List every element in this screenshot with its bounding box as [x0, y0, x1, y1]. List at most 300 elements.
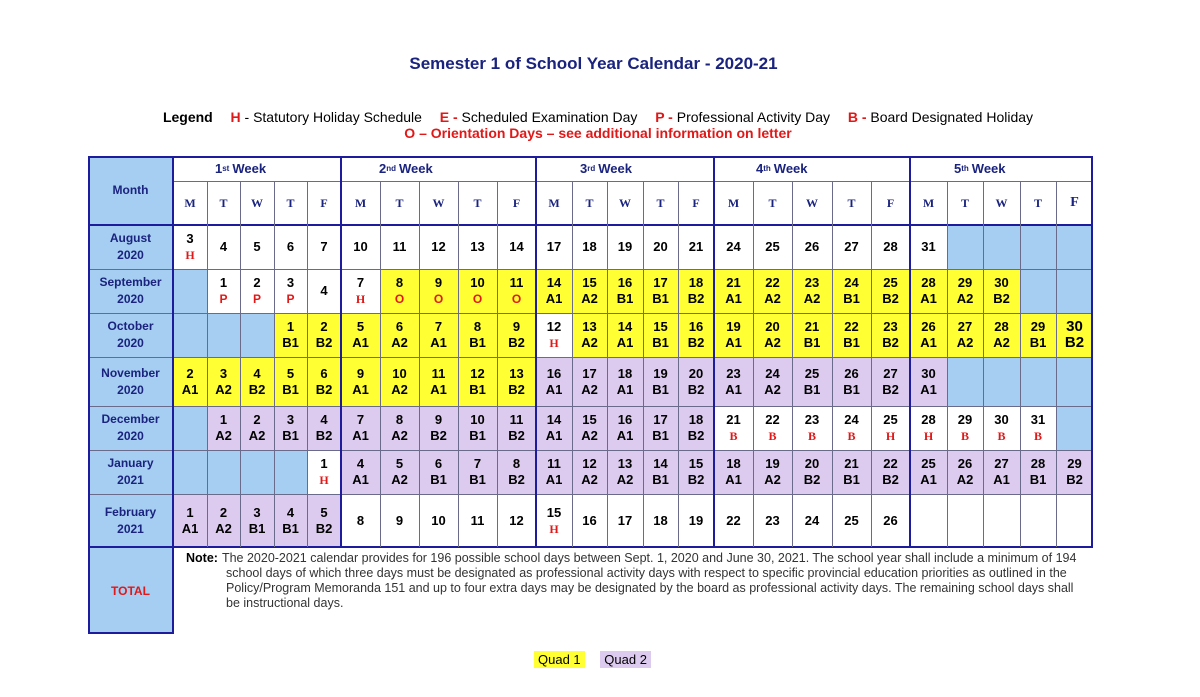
day-cell [307, 406, 341, 450]
day-code: B2 [882, 291, 899, 306]
week-header-4 [714, 156, 910, 181]
day-number: 17 [653, 275, 668, 290]
day-number: 27 [883, 365, 898, 381]
grid-line [207, 181, 208, 547]
day-code: P [286, 292, 295, 306]
day-cell [173, 225, 207, 269]
day-cell [947, 450, 983, 494]
day-cell [380, 406, 419, 450]
day-cell [419, 269, 458, 313]
day-code: B2 [315, 428, 333, 443]
legend-orientation: O – Orientation Days – see additional information on letter [404, 125, 792, 141]
day-cell [871, 494, 910, 547]
day-code: A1 [545, 291, 563, 306]
day-number: 7 [434, 319, 443, 334]
day-number: 21 [688, 239, 704, 254]
day-code: A2 [581, 381, 598, 397]
day-number: 25 [883, 275, 898, 290]
day-number: 1 [320, 456, 328, 471]
day-code: A1 [920, 291, 937, 306]
day-code: B2 [687, 291, 705, 306]
day-cell [871, 313, 910, 357]
day-cell [947, 494, 983, 547]
day-number: 3 [286, 275, 295, 290]
day-cell [910, 494, 947, 547]
day-number: 16 [688, 319, 704, 334]
day-cell [173, 450, 207, 494]
day-number: 11 [431, 365, 446, 381]
day-header: T [473, 195, 482, 210]
day-cell [173, 269, 207, 313]
day-cell [947, 406, 983, 450]
day-code: A1 [725, 381, 742, 397]
day-number: 1 [219, 275, 228, 290]
day-code: B1 [616, 291, 634, 306]
day-number: 11 [392, 239, 407, 254]
day-number: 1 [219, 412, 228, 427]
day-code: B1 [1029, 472, 1047, 487]
day-cell [714, 450, 753, 494]
calendar-table [88, 156, 1093, 634]
day-number: 15 [582, 412, 597, 427]
day-cell [536, 269, 572, 313]
day-number: 14 [546, 412, 562, 427]
day-code: B [729, 429, 738, 443]
day-number: 6 [434, 456, 443, 471]
day-code: O [511, 292, 522, 306]
day-number: 9 [395, 512, 404, 528]
day-number: 8 [395, 412, 404, 427]
day-code: B2 [508, 472, 525, 487]
day-number: 25 [804, 365, 820, 381]
day-number: 18 [582, 239, 597, 254]
day-cell [173, 406, 207, 450]
day-cell [380, 357, 419, 406]
grid-line [88, 406, 1093, 407]
day-cell [572, 450, 607, 494]
day-number: 26 [921, 319, 936, 334]
day-code: B1 [282, 428, 299, 443]
day-cell [832, 450, 871, 494]
day-cell [1020, 494, 1056, 547]
day-cell [536, 406, 572, 450]
day-cell [832, 406, 871, 450]
day-cell [983, 313, 1020, 357]
week-label: Week [773, 161, 808, 176]
day-code: B2 [315, 381, 333, 397]
day-code: B2 [508, 335, 525, 350]
day-number: 3 [186, 231, 194, 246]
day-cell [572, 357, 607, 406]
day-code: H [355, 292, 366, 306]
grid-line [172, 156, 174, 634]
day-code: P [219, 292, 228, 306]
day-cell [983, 450, 1020, 494]
day-code: B2 [687, 428, 705, 443]
day-code: B1 [282, 335, 299, 350]
day-code: B2 [687, 335, 705, 350]
day-cell [207, 357, 240, 406]
day-cell [240, 406, 274, 450]
day-cell [1056, 313, 1093, 357]
day-code: B2 [508, 428, 525, 443]
day-cell [380, 450, 419, 494]
day-header: T [960, 195, 969, 210]
day-number: 22 [883, 456, 898, 471]
day-code: A2 [616, 472, 634, 487]
day-number: 23 [726, 365, 741, 381]
day-code: B1 [843, 472, 860, 487]
day-cell [607, 450, 643, 494]
grid-line [607, 181, 608, 547]
day-number: 24 [726, 239, 741, 254]
day-number: 12 [431, 239, 446, 254]
day-cell [792, 225, 832, 269]
day-cell [207, 313, 240, 357]
note-label: Note: [186, 551, 218, 565]
day-code: B2 [687, 472, 705, 487]
day-number: 30 [1066, 318, 1083, 335]
day-cell [240, 225, 274, 269]
day-cell [1020, 406, 1056, 450]
day-code: P [252, 292, 261, 306]
day-code: A2 [803, 291, 821, 306]
day-header: M [548, 195, 560, 210]
month-year: 2020 [117, 292, 144, 306]
quad-1-swatch: Quad 1 [534, 651, 585, 668]
day-cell [173, 313, 207, 357]
day-code: B1 [282, 520, 299, 536]
day-cell [380, 313, 419, 357]
day-number: 16 [617, 412, 633, 427]
day-code: A2 [764, 335, 781, 350]
week-ordinal: 1 [215, 161, 223, 176]
day-cell [572, 406, 607, 450]
day-cell [274, 406, 307, 450]
day-cell [678, 269, 714, 313]
month-year: 2020 [117, 382, 144, 397]
day-cell [714, 269, 753, 313]
day-cell [1020, 357, 1056, 406]
day-number: 29 [1067, 456, 1082, 471]
day-code: B2 [430, 428, 447, 443]
day-cell [536, 225, 572, 269]
day-number: 3 [219, 365, 228, 381]
day-code: A2 [581, 428, 598, 443]
day-header: M [922, 195, 935, 210]
day-cell [240, 450, 274, 494]
day-number: 25 [921, 456, 936, 471]
day-header: F [1070, 195, 1079, 210]
day-header: T [286, 195, 295, 210]
day-cell [643, 494, 678, 547]
grid-line [88, 546, 1093, 548]
day-cell [173, 494, 207, 547]
legend-text-e: Scheduled Examination Day [461, 109, 638, 125]
day-number: 5 [320, 504, 328, 520]
day-code: B2 [882, 335, 899, 350]
day-cell [753, 357, 792, 406]
day-header: T [395, 195, 404, 210]
month-name: October [107, 319, 154, 333]
day-code: A1 [725, 291, 742, 306]
day-code: A1 [352, 381, 369, 397]
grid-line [88, 224, 1093, 226]
month-name: November [101, 365, 160, 380]
day-cell [458, 269, 497, 313]
day-number: 24 [844, 412, 859, 427]
day-code: A2 [391, 472, 408, 487]
day-number: 17 [546, 239, 562, 254]
day-cell [1056, 357, 1093, 406]
day-number: 13 [470, 239, 485, 254]
day-number: 28 [994, 319, 1009, 334]
week-ordinal: 4 [756, 161, 764, 176]
day-code: A2 [764, 291, 781, 306]
day-code: B1 [843, 291, 860, 306]
day-code: A1 [920, 335, 937, 350]
day-cell [207, 406, 240, 450]
day-cell [380, 494, 419, 547]
day-header: F [320, 195, 328, 210]
day-number: 12 [582, 456, 597, 471]
day-number: 5 [395, 456, 404, 471]
day-number: 4 [286, 504, 295, 520]
day-cell [572, 225, 607, 269]
day-number: 19 [617, 239, 633, 254]
day-number: 17 [617, 512, 633, 528]
day-cell [871, 406, 910, 450]
day-cell [458, 406, 497, 450]
day-code: B1 [843, 335, 860, 350]
day-code: O [472, 292, 483, 306]
day-number: 22 [765, 412, 780, 427]
grid-border [88, 156, 1093, 158]
day-cell [419, 313, 458, 357]
day-cell [274, 269, 307, 313]
day-code: B1 [652, 381, 669, 397]
day-number: 12 [509, 512, 524, 528]
day-cell [607, 269, 643, 313]
day-code: O [433, 292, 444, 306]
day-number: 21 [726, 275, 741, 290]
page-title: Semester 1 of School Year Calendar - 2020-21 [409, 54, 778, 73]
day-code: A2 [248, 428, 266, 443]
day-cell [207, 269, 240, 313]
quad-legend [534, 651, 651, 668]
day-header: T [1033, 195, 1042, 210]
day-cell [643, 225, 678, 269]
day-number: 5 [253, 239, 261, 254]
day-cell [1056, 269, 1093, 313]
grid-line [1020, 181, 1021, 547]
day-number: 28 [921, 275, 936, 290]
day-cell [910, 225, 947, 269]
day-cell [983, 269, 1020, 313]
day-code: A1 [920, 472, 937, 487]
legend-key-h: H [230, 109, 241, 125]
day-header: T [847, 195, 856, 210]
day-number: 19 [726, 319, 741, 334]
grid-line [713, 156, 715, 547]
day-header: W [251, 195, 263, 210]
week-ordinal: 3 [580, 161, 588, 176]
day-cell [572, 313, 607, 357]
day-number: 26 [883, 512, 898, 528]
day-number: 9 [356, 365, 365, 381]
day-code: B [997, 429, 1006, 443]
day-code: B1 [248, 520, 266, 536]
day-code: B2 [882, 381, 899, 397]
grid-line [173, 181, 1093, 182]
day-number: 3 [253, 504, 261, 520]
day-cell [643, 357, 678, 406]
month-name: December [101, 412, 160, 426]
day-cell [458, 494, 497, 547]
day-cell [792, 269, 832, 313]
day-cell [753, 225, 792, 269]
day-number: 28 [1030, 456, 1046, 471]
day-number: 25 [844, 512, 859, 528]
legend-label: Legend [162, 109, 213, 125]
day-cell [307, 450, 341, 494]
day-number: 9 [434, 412, 443, 427]
day-header: T [585, 195, 594, 210]
legend-key-e: E - [439, 109, 458, 125]
day-cell [607, 225, 643, 269]
day-number: 24 [844, 275, 859, 290]
day-cell [274, 450, 307, 494]
day-code: A1 [545, 381, 563, 397]
day-cell [753, 494, 792, 547]
day-cell [274, 494, 307, 547]
day-code: A2 [215, 520, 232, 536]
day-cell [714, 494, 753, 547]
day-number: 6 [395, 319, 404, 334]
day-number: 21 [726, 412, 741, 427]
day-cell [207, 494, 240, 547]
day-code: A2 [391, 381, 408, 397]
grid-line [753, 181, 754, 547]
grid-line [458, 181, 459, 547]
day-code: B1 [652, 335, 669, 350]
day-code: A1 [430, 335, 447, 350]
day-code: A1 [545, 428, 563, 443]
day-cell [341, 313, 380, 357]
day-number: 25 [883, 412, 898, 427]
day-number: 27 [844, 239, 859, 254]
day-cell [871, 357, 910, 406]
day-cell [341, 269, 380, 313]
day-header: M [354, 195, 367, 210]
day-cell [497, 494, 536, 547]
note [186, 551, 1086, 631]
day-code: B1 [430, 472, 447, 487]
day-cell [983, 225, 1020, 269]
day-cell [678, 494, 714, 547]
grid-line [340, 156, 342, 547]
week-ordinal-suffix: rd [587, 164, 596, 173]
day-number: 30 [994, 412, 1009, 427]
day-number: 16 [582, 512, 597, 528]
day-code: H [549, 336, 559, 350]
day-cell [458, 313, 497, 357]
day-cell [1056, 494, 1093, 547]
day-cell [910, 357, 947, 406]
grid-line [572, 181, 573, 547]
day-code: A2 [993, 335, 1010, 350]
day-code: B1 [469, 381, 486, 397]
day-number: 21 [804, 319, 820, 334]
day-code: B [960, 429, 969, 443]
month-label [88, 450, 173, 494]
week-ordinal-suffix: th [763, 164, 771, 173]
grid-line [380, 181, 381, 547]
day-header: W [432, 195, 445, 210]
day-number: 18 [688, 275, 704, 290]
day-cell [643, 313, 678, 357]
day-header: T [219, 195, 228, 210]
day-code: B2 [1064, 334, 1085, 351]
day-cell [832, 494, 871, 547]
grid-line [88, 313, 1093, 314]
day-number: 9 [512, 319, 521, 334]
day-cell [572, 269, 607, 313]
day-number: 22 [726, 512, 741, 528]
day-cell [910, 313, 947, 357]
day-cell [497, 225, 536, 269]
week-ordinal: 5 [954, 161, 962, 176]
day-cell [947, 225, 983, 269]
day-number: 15 [653, 319, 668, 334]
day-cell [240, 313, 274, 357]
day-cell [1020, 269, 1056, 313]
week-ordinal-suffix: st [222, 164, 230, 173]
day-code: B2 [248, 381, 266, 397]
day-code: B1 [469, 428, 486, 443]
day-number: 1 [186, 504, 194, 520]
day-cell [572, 494, 607, 547]
week-ordinal-suffix: th [961, 164, 969, 173]
day-cell [307, 357, 341, 406]
day-code: B1 [803, 381, 821, 397]
day-number: 10 [392, 365, 407, 381]
day-header: M [727, 195, 740, 210]
month-name: January [107, 456, 154, 470]
total-label: TOTAL [111, 583, 150, 598]
day-cell [792, 450, 832, 494]
day-code: A2 [581, 472, 598, 487]
day-cell [792, 406, 832, 450]
day-number: 7 [320, 239, 328, 254]
day-cell [497, 357, 536, 406]
day-code: B2 [687, 381, 705, 397]
day-number: 22 [844, 319, 859, 334]
day-number: 3 [286, 412, 295, 427]
day-number: 18 [653, 512, 668, 528]
day-number: 18 [688, 412, 704, 427]
day-number: 8 [473, 319, 482, 334]
day-cell [714, 225, 753, 269]
day-cell [607, 494, 643, 547]
day-number: 30 [994, 275, 1009, 290]
day-code: A2 [956, 335, 974, 350]
day-code: A1 [725, 335, 742, 350]
day-cell [307, 225, 341, 269]
day-number: 22 [765, 275, 780, 290]
day-number: 27 [957, 319, 973, 334]
day-number: 26 [957, 456, 973, 471]
